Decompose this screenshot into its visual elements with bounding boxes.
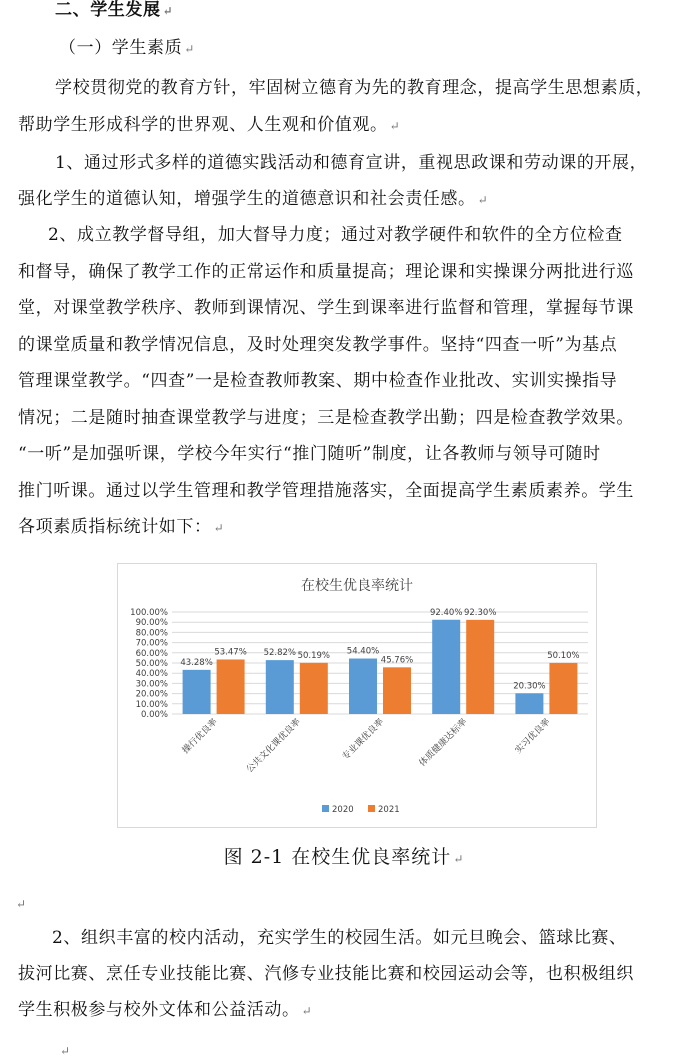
- bar-chart: [118, 564, 596, 827]
- y-tick-label: 20.00%: [135, 689, 168, 700]
- y-tick-label: 40.00%: [135, 669, 168, 680]
- paragraph-line: [18, 408, 634, 428]
- paragraph-mark: ↵: [477, 193, 489, 207]
- x-tick-label: 实习优良率: [513, 717, 553, 756]
- line-text: 的课堂质量和教学情况信息，及时处理突发教学事件。坚持“四查一听”为基点: [18, 335, 618, 355]
- line-text: 强化学生的道德认知，增强学生的道德意识和社会责任感。: [18, 189, 476, 209]
- bar: [383, 667, 411, 714]
- line-text: 学生积极参与校外文体和公益活动。: [18, 1000, 300, 1020]
- y-tick-label: 50.00%: [135, 659, 168, 669]
- line-text: 推门听课。通过以学生管理和教学管理措施落实，全面提高学生素质素养。学生: [18, 481, 634, 501]
- paragraph-line: [48, 225, 623, 245]
- bar: [349, 659, 377, 714]
- line-text: 帮助学生形成科学的世界观、人生观和价值观。: [18, 115, 388, 135]
- paragraph-line: [18, 481, 634, 501]
- line-text: 管理课堂教学。“四查”一是检查教师教案、期中检查作业批改、实训实操指导: [18, 371, 618, 391]
- x-tick-label: 操行优良率: [180, 717, 220, 756]
- y-tick-label: 100.00%: [130, 608, 168, 618]
- chart-title: 在校生优良率统计: [301, 578, 413, 594]
- line-text: 2、成立教学督导组，加大督导力度；通过对教学硬件和软件的全方位检查: [48, 225, 623, 245]
- section-heading: [55, 0, 173, 21]
- y-tick-label: 80.00%: [135, 628, 168, 639]
- subsection-heading: [59, 38, 195, 59]
- bar: [300, 663, 328, 714]
- line-text: 拔河比赛、烹任专业技能比赛、汽修专业技能比赛和校园运动会等，也积极组织: [18, 964, 634, 984]
- paragraph-mark: ↵: [301, 1004, 313, 1018]
- x-tick-label: 体质健康达标率: [417, 717, 470, 769]
- paragraph-mark: ↵: [184, 42, 195, 56]
- paragraph-line: [18, 189, 488, 210]
- bar: [266, 660, 294, 714]
- legend-label: 2020: [332, 805, 354, 815]
- y-tick-label: 10.00%: [135, 699, 168, 710]
- subsection-heading-text: （一）学生素质: [59, 38, 183, 58]
- legend-swatch: [322, 805, 329, 812]
- paragraph-line: [18, 371, 617, 391]
- line-text: 和督导，确保了教学工作的正常运作和质量提高；理论课和实操课分两批进行巡: [18, 262, 634, 282]
- section-heading-text: 二、学生发展: [55, 0, 161, 20]
- data-label: 54.40%: [346, 646, 380, 657]
- data-label: 53.47%: [214, 647, 247, 658]
- chart-figure: [117, 563, 597, 828]
- paragraph-mark: ↵: [389, 119, 401, 133]
- bar: [466, 620, 494, 714]
- data-label: 92.30%: [463, 607, 497, 618]
- paragraph-line: [55, 78, 653, 98]
- data-label: 43.28%: [180, 657, 213, 668]
- y-tick-label: 30.00%: [135, 679, 168, 690]
- paragraph-line: [18, 964, 634, 984]
- paragraph-line: [18, 335, 617, 355]
- data-label: 92.40%: [429, 607, 463, 618]
- figure-caption: [0, 845, 688, 871]
- data-label: 50.19%: [297, 650, 331, 661]
- legend-swatch: [368, 805, 375, 812]
- bar: [432, 620, 460, 714]
- y-tick-label: 0.00%: [140, 710, 168, 720]
- x-tick-label: 公共文化课优良率: [244, 717, 303, 776]
- data-label: 45.76%: [380, 655, 414, 666]
- paragraph-mark: ↵: [16, 897, 27, 911]
- figure-caption-text: 图 2-1 在校生优良率统计: [223, 846, 452, 868]
- line-text: “一听”是加强听课，学校今年实行“推门随听”制度，让各教师与领导可随时: [18, 444, 601, 464]
- bar: [183, 670, 211, 714]
- paragraph-mark: ↵: [213, 521, 225, 535]
- y-tick-label: 60.00%: [135, 648, 168, 659]
- data-label: 50.10%: [547, 650, 580, 661]
- paragraph-line: [18, 1000, 312, 1021]
- line-text: 2、组织丰富的校内活动，充实学生的校园生活。如元旦晚会、篮球比赛、: [52, 928, 627, 948]
- line-text: 各项素质指标统计如下：: [18, 517, 212, 537]
- line-text: 1、通过形式多样的道德实践活动和德育宣讲，重视思政课和劳动课的开展，: [55, 153, 648, 173]
- empty-paragraph: [14, 893, 27, 914]
- data-label: 20.30%: [513, 681, 546, 692]
- line-text: 堂，对课堂教学秩序、教师到课情况、学生到课率进行监督和管理，掌握每节课: [18, 298, 634, 318]
- paragraph-mark: ↵: [453, 852, 465, 866]
- line-text: 情况；二是随时抽查课堂教学与进度；三是检查教学出勤；四是检查教学效果。: [18, 408, 634, 428]
- y-tick-label: 90.00%: [135, 618, 168, 629]
- paragraph-line: [18, 298, 634, 318]
- y-tick-label: 70.00%: [135, 638, 168, 649]
- paragraph-mark: ↵: [162, 4, 174, 18]
- bar: [515, 693, 543, 714]
- line-text: 学校贯彻党的教育方针，牢固树立德育为先的教育理念，提高学生思想素质，: [55, 78, 654, 98]
- paragraph-mark: ↵: [60, 1044, 71, 1058]
- paragraph-line: [55, 153, 647, 173]
- bar: [217, 659, 245, 714]
- legend-label: 2021: [378, 805, 400, 815]
- data-label: 52.82%: [263, 648, 297, 659]
- paragraph-line: [52, 928, 627, 948]
- paragraph-line: [18, 444, 601, 464]
- paragraph-line: [18, 517, 224, 538]
- paragraph-line: [18, 262, 634, 282]
- paragraph-line: [18, 115, 400, 136]
- x-tick-label: 专业课优良率: [340, 717, 387, 763]
- bar: [549, 663, 577, 714]
- empty-paragraph: [58, 1040, 71, 1061]
